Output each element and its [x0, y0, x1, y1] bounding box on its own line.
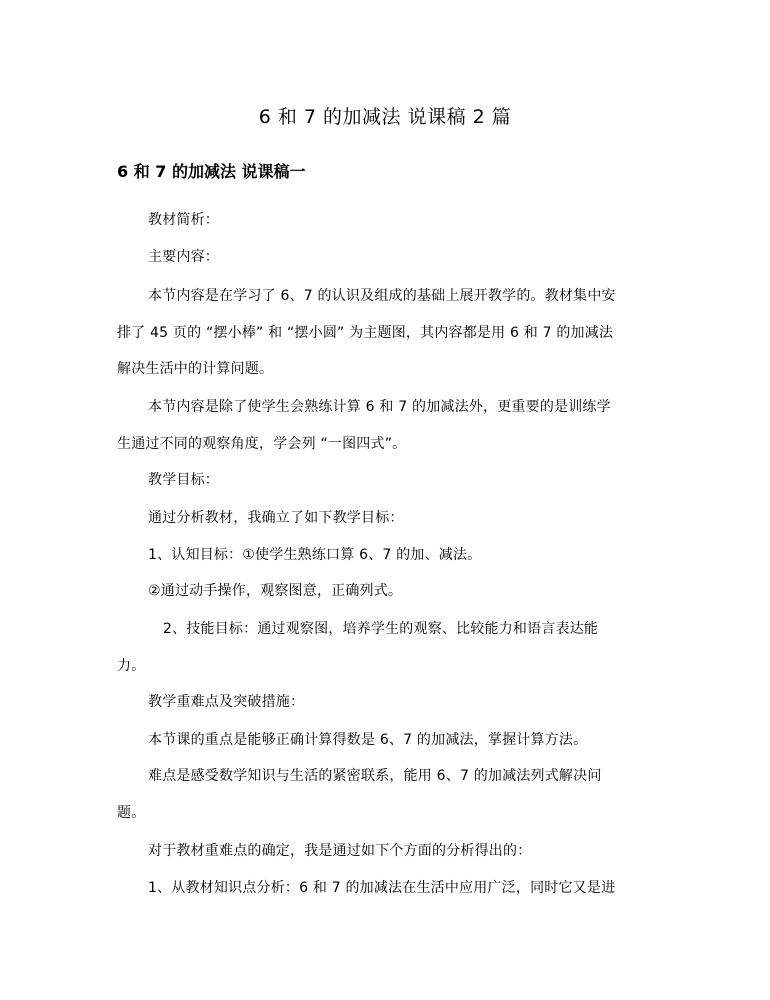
text-line: 主要内容：: [148, 249, 219, 265]
text-line: ②通过动手操作，观察图意，正确列式。: [148, 583, 403, 599]
text-line: 1、认知目标：①使学生熟练口算 6、7 的加、减法。: [148, 547, 482, 563]
text-line: 教材简析：: [148, 212, 219, 228]
text-line: 解决生活中的计算问题。: [117, 361, 274, 377]
text-line: 2、技能目标：通过观察图，培养学生的观察、比较能力和语言表达能: [163, 621, 599, 637]
text-line: 1、从教材知识点分析：6 和 7 的加减法在生活中应用广泛，同时它又是进: [148, 880, 616, 896]
text-line: 排了 45 页的 “摆小棒” 和 “摆小圆” 为主题图，其内容都是用 6 和 7 的加减法: [117, 325, 614, 341]
text-line: 本节内容是除了使学生会熟练计算 6 和 7 的加减法外，更重要的是训练学: [148, 399, 611, 415]
document-title: 6 和 7 的加减法 说课稿 2 篇: [258, 106, 512, 128]
text-line: 力。: [117, 658, 146, 674]
text-line: 通过分析教材，我确立了如下教学目标：: [148, 510, 404, 526]
text-line: 本节课的重点是能够正确计算得数是 6、7 的加减法，掌握计算方法。: [148, 732, 588, 748]
text-line: 对于教材重难点的确定，我是通过如下个方面的分析得出的：: [148, 843, 532, 859]
text-line: 教学目标：: [148, 472, 219, 488]
text-line: 生通过不同的观察角度，学会列 “一图四式”。: [117, 436, 407, 452]
text-line: 本节内容是在学习了 6、7 的认识及组成的基础上展开教学的。教材集中安: [148, 288, 616, 304]
text-line: 题。: [117, 805, 146, 821]
section-heading: 6 和 7 的加减法 说课稿一: [117, 162, 306, 181]
text-line: 教学重难点及突破措施：: [148, 694, 305, 710]
text-line: 难点是感受数学知识与生活的紧密联系，能用 6、7 的加减法列式解决问: [148, 768, 602, 784]
